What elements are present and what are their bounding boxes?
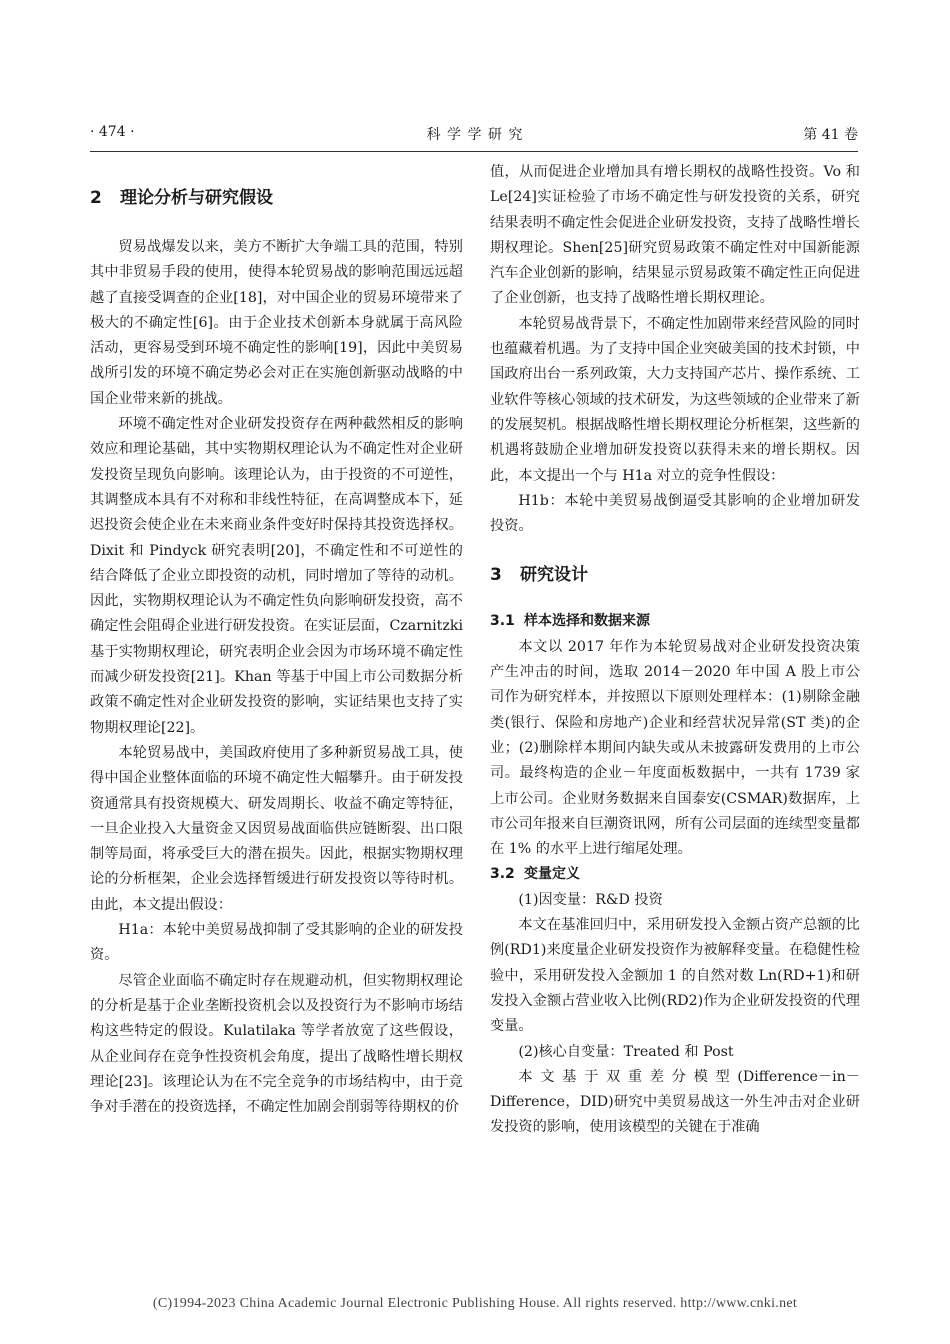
paragraph: 本轮贸易战中，美国政府使用了多种新贸易战工具，使得中国企业整体面临的环境不确定性大幅攀升。由于研发投资通常具有投资规模大、研发周期长、收益不确定等特征，一旦企业投入大量资金又因贸易战面临供应链断裂、出口限制等局面，将承受巨大的潜在损失。因此，根据实物期权理论的分析框架，企业会选择暂缓进行研发投资以等待时机。由此，本文提出假设：	[90, 744, 463, 913]
hypothesis-h1b: H1b：本轮中美贸易战倒逼受其影响的企业增加研发投资。	[490, 492, 860, 535]
paragraph: 本轮贸易战背景下，不确定性加剧带来经营风险的同时也蕴藏着机遇。为了支持中国企业突破美国的技术封锁，中国政府出台一系列政策，大力支持国产芯片、操作系统、工业软件等核心领域的技术研发，为这些领域的企业带来了新的发展契机。根据战略性增长期权理论分析框架，这些新的机遇将鼓励企业增加研发投资以获得未来的增长期权。因此，本文提出一个与 H1a 对立的竞争性假设：	[490, 315, 860, 484]
paragraph: 环境不确定性对企业研发投资存在两种截然相反的影响效应和理论基础，其中实物期权理论认为不确定性对企业研发投资呈现负向影响。该理论认为，由于投资的不可逆性，其调整成本具有不对称和非线性特征，在高调整成本下，延迟投资会使企业在未来商业条件变好时保持其投资选择权。Dixit 和 Pindyck 研究表明[20]，不确定性和不可逆性的结合降低了企业立即投资的动机，同时增加了等待的动机。因此，实物期权理论认为不确定性负向影响研发投资，高不确定性会阻碍企业进行研发投资。在实证层面，Czarnitzki 基于实物期权理论，研究表明企业会因为市场环境不确定性而减少研发投资[21]。Khan 等基于中国上市公司数据分析政策不确定性对企业研发投资的影响，实证结果也支持了实物期权理论[22]。	[90, 416, 463, 736]
page-number: · 474 ·	[90, 124, 135, 140]
paragraph: 本文以 2017 年作为本轮贸易战对企业研发投资决策产生冲击的时间，选取 2014－2020 年中国 A 股上市公司作为研究样本，并按照以下原则处理样本：(1)剔除金融类(银行、保险和房地产)企业和经营状况异常(ST 类)的企业；(2)删除样本期间内缺失或从未披露研发费用的上市公司。最终构造的企业－年度面板数据中，一共有 1739 家上市公司。企业财务数据来自国泰安(CSMAR)数据库，上市公司年报来自巨潮资讯网，所有公司层面的连续型变量都在 1% 的水平上进行缩尾处理。	[490, 638, 860, 858]
paragraph: (1)因变量：R&D 投资	[518, 891, 663, 908]
section-2-heading: 2 理论分析与研究假设	[90, 188, 273, 208]
volume-label: 第 41 卷	[803, 127, 858, 143]
paragraph: 本文基于双重差分模型(Difference－in－Difference，DID)研究中美贸易战这一外生冲击对企业研发投资的影响，使用该模型的关键在于准确	[490, 1068, 860, 1136]
right-column	[490, 160, 860, 1141]
paragraph: (2)核心自变量：Treated 和 Post	[518, 1043, 734, 1060]
paragraph: 本文在基准回归中，采用研发投入金额占资产总额的比例(RD1)来度量企业研发投资作为被解释变量。在稳健性检验中，采用研发投入金额加 1 的自然对数 Ln(RD+1)和研发投入金额占营业收入比例(RD2)作为企业研发投资的代理变量。	[490, 917, 860, 1035]
journal-title: 科 学 学 研 究	[426, 127, 524, 143]
subsection-3-2-heading: 3.2 变量定义	[490, 866, 580, 883]
paragraph: 尽管企业面临不确定时存在规避动机，但实物期权理论的分析是基于企业垄断投资机会以及投资行为不影响市场结构这些特定的假设。Kulatilaka 等学者放宽了这些假设，从企业间存在竞争性投资机会角度，提出了战略性增长期权理论[23]。该理论认为在不完全竞争的市场结构中，由于竞争对手潜在的投资选择，不确定性加剧会削弱等待期权的价	[90, 972, 463, 1116]
section-3-heading: 3 研究设计	[490, 565, 588, 586]
paragraph: 值，从而促进企业增加具有增长期权的战略性投资。Vo 和 Le[24]实证检验了市场不确定性与研发投资的关系，研究结果表明不确定性会促进企业研发投资，支持了战略性增长期权理论。Shen[25]研究贸易政策不确定性对中国新能源汽车企业创新的影响，结果显示贸易政策不确定性正向促进了企业创新，也支持了战略性增长期权理论。	[490, 164, 860, 307]
left-column	[90, 160, 463, 1120]
hypothesis-h1a: H1a：本轮中美贸易战抑制了受其影响的企业的研发投资。	[90, 922, 463, 964]
copyright-footer: (C)1994-2023 China Academic Journal Electronic Publishing House. All rights reserved. http://www.cnki.net	[152, 1296, 798, 1311]
subsection-3-1-heading: 3.1 样本选择和数据来源	[490, 613, 650, 630]
paragraph: 贸易战爆发以来，美方不断扩大争端工具的范围，特别其中非贸易手段的使用，使得本轮贸易战的影响范围远远超越了直接受调查的企业[18]，对中国企业的贸易环境带来了极大的不确定性[6]。由于企业技术创新本身就属于高风险活动，更容易受到环境不确定性的影响[19]，因此中美贸易战所引发的环境不确定势必会对正在实施创新驱动战略的中国企业带来新的挑战。	[90, 239, 463, 407]
header-rule	[90, 151, 858, 152]
